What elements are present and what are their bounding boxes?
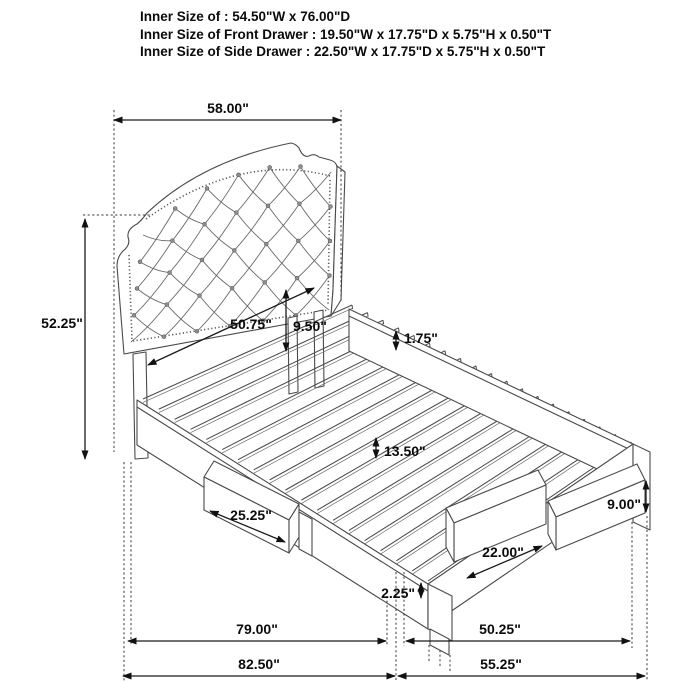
tuft-button xyxy=(328,239,332,243)
tuft-button xyxy=(268,165,272,169)
tuft-button xyxy=(295,276,299,280)
dimension-base-length xyxy=(128,621,386,641)
dim-label-slat-thickness: 1.75" xyxy=(404,330,438,346)
tuft-button xyxy=(198,294,202,298)
dim-label-headboard-above-slats: 9.50" xyxy=(293,318,327,334)
tuft-button xyxy=(264,242,268,246)
dim-label-headboard-inner-width: 50.75" xyxy=(230,316,272,332)
tuft-button xyxy=(173,207,177,211)
tuft-button xyxy=(296,239,300,243)
tuft-button xyxy=(329,205,333,209)
dim-label-leg-height: 2.25" xyxy=(381,585,415,601)
dim-label-headboard-height: 52.25" xyxy=(41,315,83,331)
tuft-button xyxy=(328,274,332,278)
dim-label-side-drawer-width: 25.25" xyxy=(230,507,272,523)
tuft-button xyxy=(203,222,207,226)
dimension-overall-width xyxy=(398,656,645,676)
tuft-button xyxy=(132,313,136,317)
spec-line-front-drawer: Inner Size of Front Drawer : 19.50"W x 17.75"D x 5.75"H x 0.50"T xyxy=(140,26,552,42)
dimension-headboard-height xyxy=(41,219,85,459)
tuft-button xyxy=(162,335,166,339)
right-rail-lip xyxy=(349,316,633,451)
tuft-button xyxy=(195,329,199,333)
dim-label-base-width: 50.25" xyxy=(479,621,521,637)
dimension-overall-length xyxy=(123,656,395,676)
tuft-button xyxy=(234,211,238,215)
dimension-slat-clearance xyxy=(376,438,426,459)
dim-label-drawer-height: 9.00" xyxy=(607,496,641,512)
tuft-button xyxy=(200,258,204,262)
tuft-button xyxy=(299,165,303,169)
tuft-button xyxy=(266,204,270,208)
tuft-button xyxy=(297,202,301,206)
dim-label-slat-clearance: 13.50" xyxy=(384,443,426,459)
spec-line-side-drawer: Inner Size of Side Drawer : 22.50"W x 17.75"D x 5.75"H x 0.50"T xyxy=(140,44,546,59)
right-side-rail xyxy=(349,309,633,486)
tuft-button xyxy=(168,271,172,275)
side-drawer-bracket xyxy=(299,512,312,556)
dim-label-overall-width: 55.25" xyxy=(480,656,522,672)
tuft-button xyxy=(135,287,139,291)
dim-label-base-length: 79.00" xyxy=(236,621,278,637)
tuft-button xyxy=(170,239,174,243)
tuft-button xyxy=(205,186,209,190)
tuft-button xyxy=(263,280,267,284)
tuft-button xyxy=(165,303,169,307)
tuft-button xyxy=(138,260,142,264)
dim-label-headboard-width: 58.00" xyxy=(207,100,249,116)
dimension-headboard-width xyxy=(114,100,341,120)
dim-label-front-drawer-width: 22.00" xyxy=(482,544,524,560)
tuft-button xyxy=(230,286,234,290)
dim-label-overall-length: 82.50" xyxy=(238,656,280,672)
spec-line-overall: Inner Size of : 54.50"W x 76.00"D xyxy=(140,9,351,24)
tuft-button xyxy=(237,173,241,177)
tuft-button xyxy=(232,248,236,252)
